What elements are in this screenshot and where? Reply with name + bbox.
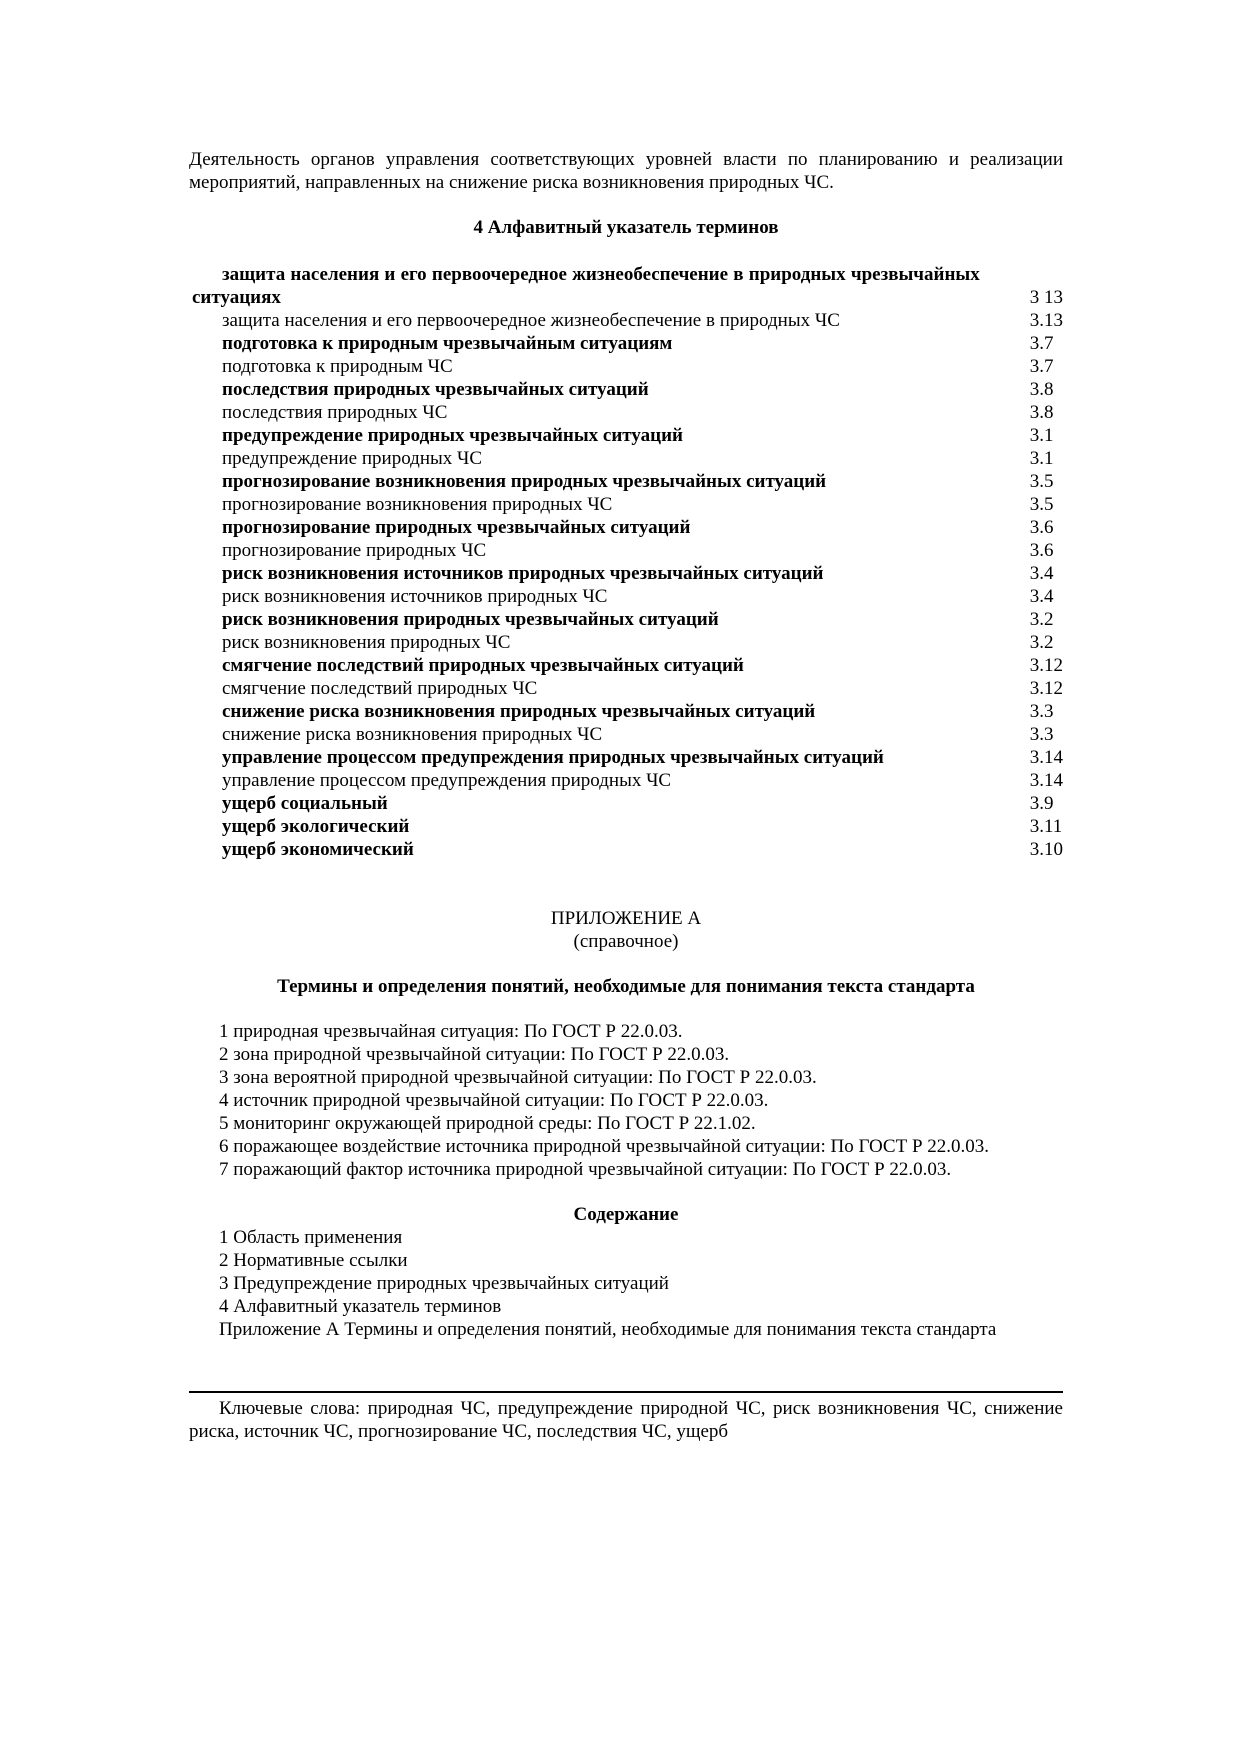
keywords-paragraph: Ключевые слова: природная ЧС, предупреждение природной ЧС, риск возникновения ЧС, снижение риска, источник ЧС, прогнозирование ЧС, последствия ЧС, ущерб [189, 1398, 1063, 1442]
index-entry-term: подготовка к природным ЧС [222, 356, 453, 377]
appendix-title: Термины и определения понятий, необходимые для понимания текста стандарта [277, 976, 975, 997]
index-entry-term: смягчение последствий природных чрезвычайных ситуаций [222, 655, 744, 676]
contents-title: Содержание [573, 1204, 679, 1225]
index-entry-ref: 3.11 [1029, 816, 1063, 837]
appendix-definitions-list [189, 1020, 1063, 1181]
index-entry-term: защита населения и его первоочередное жизнеобеспечение в природных ЧС [222, 310, 840, 331]
index-entry-ref: 3.14 [1029, 747, 1063, 768]
index-entry-term: ущерб экологический [222, 816, 410, 837]
index-entry-term: смягчение последствий природных ЧС [222, 678, 538, 699]
index-entry-row [189, 608, 1063, 631]
index-entry-term: управление процессом предупреждения природных ЧС [222, 770, 672, 791]
index-entry-row [189, 792, 1063, 815]
index-entry-ref: 3.1 [1029, 425, 1054, 446]
index-entry-row [189, 355, 1063, 378]
contents-list [189, 1226, 1063, 1341]
contents-item-appendix: Приложение А Термины и определения понятий, необходимые для понимания текста стандарта [219, 1319, 997, 1340]
index-entry-ref: 3.2 [1029, 609, 1054, 630]
index-entry-row [189, 447, 1063, 470]
index-entry-term: последствия природных чрезвычайных ситуаций [222, 379, 649, 400]
contents-item: 4 Алфавитный указатель терминов [219, 1296, 502, 1317]
index-entry-ref: 3.12 [1029, 678, 1063, 699]
index-section-title: 4 Алфавитный указатель терминов [473, 217, 779, 238]
index-entry-term: прогнозирование возникновения природных ЧС [222, 494, 613, 515]
index-entry-row [189, 470, 1063, 493]
index-entry-ref: 3 13 [1029, 287, 1063, 308]
index-entry-row [189, 516, 1063, 539]
index-entry-row [189, 815, 1063, 838]
intro-paragraph: Деятельность органов управления соответствующих уровней власти по планированию и реализации мероприятий, направленных на снижение риска возникновения природных ЧС. [189, 149, 1063, 193]
index-entry-row [189, 263, 1063, 309]
index-entry-ref: 3.1 [1029, 448, 1054, 469]
index-entry-row [189, 677, 1063, 700]
index-entry-term: риск возникновения источников природных ЧС [222, 586, 608, 607]
index-entry-row [189, 723, 1063, 746]
index-entry-row [189, 401, 1063, 424]
index-entry-row [189, 654, 1063, 677]
appendix-note: (справочное) [573, 931, 679, 952]
contents-item: 1 Область применения [219, 1227, 403, 1248]
index-entry-term: риск возникновения природных чрезвычайных ситуаций [222, 609, 719, 630]
index-entry-row [189, 309, 1063, 332]
index-entry-term: риск возникновения природных ЧС [222, 632, 511, 653]
index-entry-row [189, 332, 1063, 355]
index-entry-row [189, 746, 1063, 769]
definition-item: 1 природная чрезвычайная ситуация: По ГОСТ Р 22.0.03. [219, 1021, 683, 1042]
index-entry-term: прогнозирование природных ЧС [222, 540, 487, 561]
index-entry-ref: 3.12 [1029, 655, 1063, 676]
index-entry-row [189, 700, 1063, 723]
index-entry-term: снижение риска возникновения природных ЧС [222, 724, 603, 745]
index-entry-term: ущерб социальный [222, 793, 388, 814]
index-entry-ref: 3.7 [1029, 333, 1054, 354]
definition-item: 2 зона природной чрезвычайной ситуации: По ГОСТ Р 22.0.03. [219, 1044, 730, 1065]
index-entry-row [189, 585, 1063, 608]
index-entry-ref: 3.5 [1029, 494, 1054, 515]
contents-item: 2 Нормативные ссылки [219, 1250, 408, 1271]
index-entry-ref: 3.4 [1029, 586, 1054, 607]
page-content [189, 148, 1063, 1443]
index-entry-row [189, 631, 1063, 654]
index-entry-row [189, 769, 1063, 792]
terms-index-table [189, 263, 1063, 861]
index-entry-term: ущерб экономический [222, 839, 414, 860]
index-entry-ref: 3.3 [1029, 724, 1054, 745]
index-entry-term: прогнозирование возникновения природных чрезвычайных ситуаций [222, 471, 827, 492]
index-entry-row [189, 378, 1063, 401]
index-entry-ref: 3.5 [1029, 471, 1054, 492]
definition-item: 7 поражающий фактор источника природной чрезвычайной ситуации: По ГОСТ Р 22.0.03. [219, 1159, 952, 1180]
index-entry-term: управление процессом предупреждения природных чрезвычайных ситуаций [222, 747, 884, 768]
index-entry-ref: 3.13 [1029, 310, 1063, 331]
index-entry-ref: 3.8 [1029, 379, 1054, 400]
index-entry-term: риск возникновения источников природных чрезвычайных ситуаций [222, 563, 824, 584]
index-entry-ref: 3.6 [1029, 540, 1054, 561]
definition-item: 4 источник природной чрезвычайной ситуации: По ГОСТ Р 22.0.03. [219, 1090, 769, 1111]
index-entry-row [189, 539, 1063, 562]
terms-index-body [189, 263, 1063, 861]
index-entry-term: снижение риска возникновения природных чрезвычайных ситуаций [222, 701, 816, 722]
index-entry-row [189, 424, 1063, 447]
definition-item: 5 мониторинг окружающей природной среды: По ГОСТ Р 22.1.02. [219, 1113, 756, 1134]
index-entry-ref: 3.14 [1029, 770, 1063, 791]
index-entry-term: подготовка к природным чрезвычайным ситуациям [222, 333, 673, 354]
index-entry-ref: 3.10 [1029, 839, 1063, 860]
index-entry-row [189, 838, 1063, 861]
index-entry-term: последствия природных ЧС [222, 402, 448, 423]
definition-item: 6 поражающее воздействие источника природной чрезвычайной ситуации: По ГОСТ Р 22.0.03. [219, 1136, 990, 1157]
index-entry-ref: 3.3 [1029, 701, 1054, 722]
contents-item: 3 Предупреждение природных чрезвычайных ситуаций [219, 1273, 669, 1294]
index-entry-term: предупреждение природных чрезвычайных ситуаций [222, 425, 683, 446]
index-entry-ref: 3.8 [1029, 402, 1054, 423]
index-entry-term: прогнозирование природных чрезвычайных ситуаций [222, 517, 691, 538]
index-entry-term: предупреждение природных ЧС [222, 448, 483, 469]
index-entry-row [189, 562, 1063, 585]
index-entry-ref: 3.7 [1029, 356, 1054, 377]
index-entry-term: защита населения и его первоочередное жизнеобеспечение в природных чрезвычайных ситуациях [192, 264, 980, 308]
appendix-label: ПРИЛОЖЕНИЕ А [550, 908, 702, 929]
index-entry-row [189, 493, 1063, 516]
index-entry-ref: 3.2 [1029, 632, 1054, 653]
index-entry-ref: 3.9 [1029, 793, 1054, 814]
definition-item: 3 зона вероятной природной чрезвычайной ситуации: По ГОСТ Р 22.0.03. [219, 1067, 817, 1088]
index-entry-ref: 3.4 [1029, 563, 1054, 584]
index-entry-ref: 3.6 [1029, 517, 1054, 538]
